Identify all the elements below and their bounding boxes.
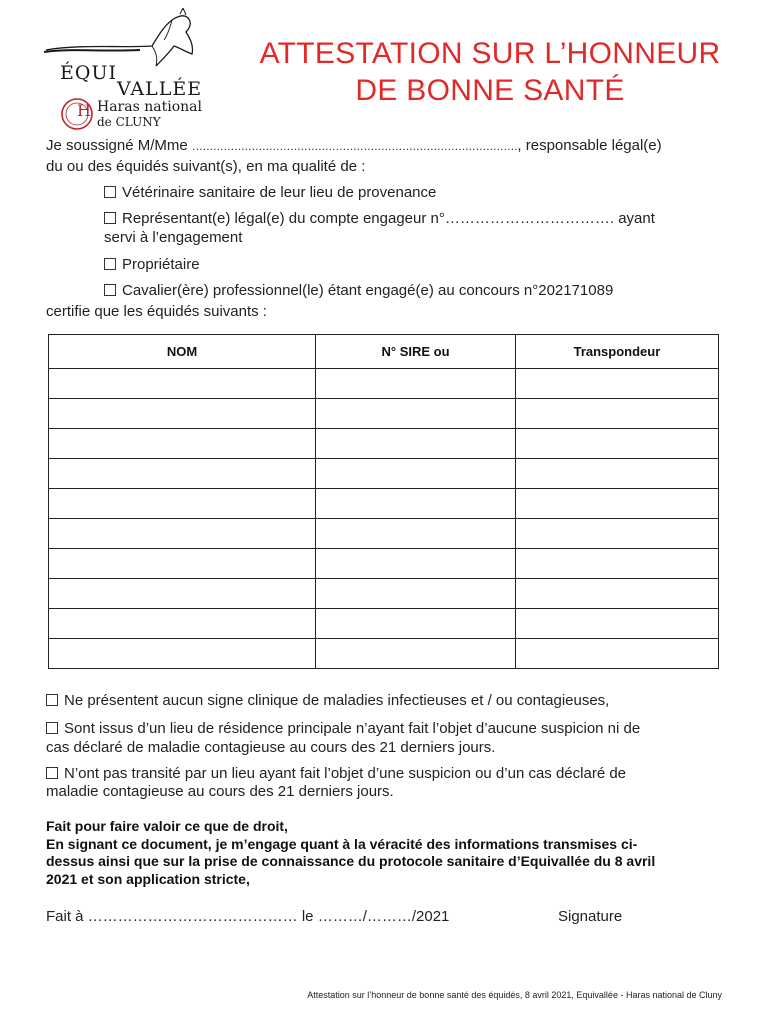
page-footer: Attestation sur l’honneur de bonne santé des équidés, 8 avril 2021, Equivallée - Haras national de Cluny (307, 990, 722, 1000)
table-cell-nom[interactable] (49, 459, 316, 489)
intro-role-label: , responsable légal(e) (517, 137, 662, 154)
signature-label: Signature (558, 908, 623, 925)
checkbox[interactable] (104, 284, 116, 296)
table-cell-sire[interactable] (316, 579, 516, 609)
logo-equi: ÉQUI (60, 62, 117, 84)
table-cell-transpondeur[interactable] (515, 489, 718, 519)
table-row (49, 519, 719, 549)
table-row (49, 369, 719, 399)
intro-label: Je soussigné M/Mme (46, 137, 188, 154)
table-cell-sire[interactable] (316, 549, 516, 579)
closing-line2: En signant ce document, je m’engage quant à la véracité des informations transmises ci- (46, 836, 638, 852)
table-cell-sire[interactable] (316, 459, 516, 489)
equides-table (48, 334, 719, 669)
table-row (49, 459, 719, 489)
page-title-line1: ATTESTATION SUR L’HONNEUR (259, 37, 721, 70)
statement-no-signs[interactable] (46, 692, 746, 709)
table-cell-transpondeur[interactable] (515, 519, 718, 549)
table-cell-transpondeur[interactable] (515, 609, 718, 639)
role-option-proprietaire[interactable] (104, 256, 200, 273)
column-header-transpondeur: Transpondeur (515, 335, 718, 369)
table-cell-nom[interactable] (49, 399, 316, 429)
column-header-nom: NOM (49, 335, 316, 369)
table-cell-sire[interactable] (316, 639, 516, 669)
role-label-continued: servi à l’engagement (104, 229, 243, 246)
fait-a-date-field[interactable]: Fait à …………………………………… le ………/………/2021 (46, 908, 450, 925)
table-cell-transpondeur[interactable] (515, 399, 718, 429)
role-label: Vétérinaire sanitaire de leur lieu de provenance (122, 184, 437, 201)
table-row (49, 429, 719, 459)
table-row (49, 489, 719, 519)
table-cell-sire[interactable] (316, 519, 516, 549)
table-cell-nom[interactable] (49, 609, 316, 639)
logo-cluny: de CLUNY (97, 115, 161, 129)
checkbox[interactable] (46, 694, 58, 706)
table-cell-transpondeur[interactable] (515, 549, 718, 579)
emblem-letter: H (77, 101, 91, 120)
checkbox[interactable] (104, 186, 116, 198)
statement-text-continued: cas déclaré de maladie contagieuse au cours des 21 derniers jours. (46, 739, 496, 756)
role-label: Cavalier(ère) professionnel(le) étant engagé(e) au concours n°202171089 (122, 282, 614, 299)
table-cell-nom[interactable] (49, 579, 316, 609)
table-row (49, 549, 719, 579)
table-cell-sire[interactable] (316, 369, 516, 399)
statement-text-continued: maladie contagieuse au cours des 21 derniers jours. (46, 783, 394, 800)
table-cell-nom[interactable] (49, 549, 316, 579)
table-cell-transpondeur[interactable] (515, 639, 718, 669)
statement-text: Ne présentent aucun signe clinique de maladies infectieuses et / ou contagieuses, (64, 692, 610, 709)
table-cell-sire[interactable] (316, 429, 516, 459)
table-cell-nom[interactable] (49, 519, 316, 549)
table-cell-nom[interactable] (49, 429, 316, 459)
table-cell-nom[interactable] (49, 489, 316, 519)
certify-line: certifie que les équidés suivants : (46, 303, 267, 320)
name-field[interactable]: ………………………………………………………………………………… (191, 141, 518, 153)
column-header-sire: N° SIRE ou (316, 335, 516, 369)
intro-line1 (46, 137, 736, 154)
table-cell-sire[interactable] (316, 609, 516, 639)
logo-haras: Haras national (97, 99, 202, 115)
role-label: Représentant(e) légal(e) du compte engageur n°……………………………. ayant (122, 210, 655, 227)
intro-line2: du ou des équidés suivant(s), en ma qualité de : (46, 158, 366, 175)
checkbox[interactable] (46, 767, 58, 779)
statement-text: N’ont pas transité par un lieu ayant fait l’objet d’une suspicion ou d’un cas déclaré de (64, 765, 627, 782)
table-row (49, 609, 719, 639)
checkbox[interactable] (46, 722, 58, 734)
table-cell-sire[interactable] (316, 399, 516, 429)
role-option-cavalier[interactable] (104, 282, 613, 299)
checkbox[interactable] (104, 212, 116, 224)
table-cell-sire[interactable] (316, 489, 516, 519)
closing-line4: 2021 et son application stricte, (46, 871, 250, 887)
table-row (49, 639, 719, 669)
page-title-line2: DE BONNE SANTÉ (355, 74, 625, 107)
role-option-representant[interactable] (104, 210, 724, 227)
closing-line3: dessus ainsi que sur la prise de connaissance du protocole sanitaire d’Equivallée du 8 avril (46, 853, 656, 869)
statement-text: Sont issus d’un lieu de résidence principale n’ayant fait l’objet d’aucune suspicion ni de (64, 720, 641, 737)
closing-line1: Fait pour faire valoir ce que de droit, (46, 818, 288, 834)
table-header-row (49, 335, 719, 369)
table-cell-transpondeur[interactable] (515, 459, 718, 489)
table-cell-nom[interactable] (49, 369, 316, 399)
checkbox[interactable] (104, 258, 116, 270)
table-cell-transpondeur[interactable] (515, 429, 718, 459)
statement-residence[interactable] (46, 720, 746, 737)
table-cell-transpondeur[interactable] (515, 579, 718, 609)
statement-transit[interactable] (46, 765, 746, 782)
table-row (49, 399, 719, 429)
role-label: Propriétaire (122, 256, 200, 273)
table-row (49, 579, 719, 609)
table-cell-transpondeur[interactable] (515, 369, 718, 399)
role-option-veterinaire[interactable] (104, 184, 436, 201)
logo-vallee: VALLÉE (117, 78, 203, 100)
table-cell-nom[interactable] (49, 639, 316, 669)
